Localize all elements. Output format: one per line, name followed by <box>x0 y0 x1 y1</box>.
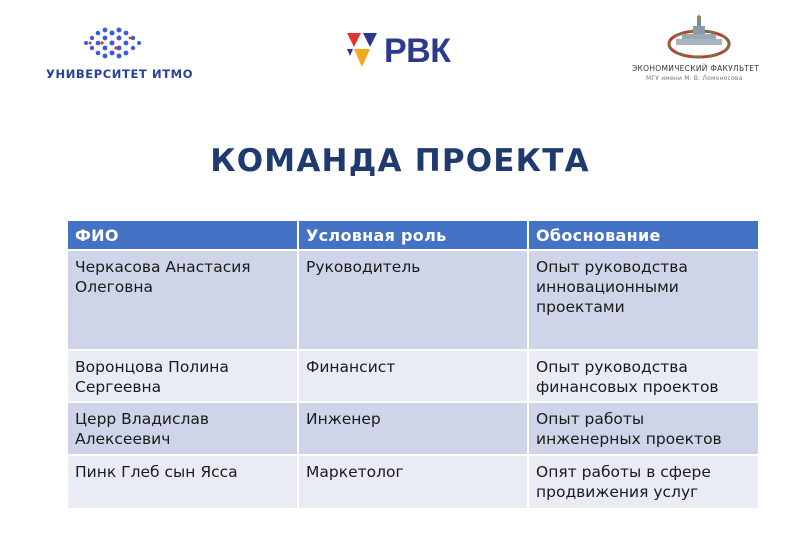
cell-justification: Опыт руководства инновационными проектами <box>529 251 758 349</box>
cell-role: Финансист <box>299 351 527 401</box>
cell-justification: Опыт работы инженерных проектов <box>529 403 758 454</box>
cell-name: Пинк Глеб сын Ясса <box>68 456 297 508</box>
cell-role: Маркетолог <box>299 456 527 508</box>
table-header-row <box>68 221 758 249</box>
table-row <box>68 456 758 508</box>
cell-role: Руководитель <box>299 251 527 349</box>
table-row <box>68 251 758 349</box>
econ-faculty-logo <box>624 14 774 88</box>
team-table <box>66 219 760 510</box>
rvk-text: РВК <box>384 32 451 70</box>
table-row <box>68 403 758 454</box>
rvk-logo <box>344 30 464 74</box>
column-header-justification: Обоснование <box>529 221 758 249</box>
cell-name: Воронцова Полина Сергеевна <box>68 351 297 401</box>
cell-justification: Опыт руководства финансовых проектов <box>529 351 758 401</box>
cell-role: Инженер <box>299 403 527 454</box>
cell-name: Церр Владислав Алексеевич <box>68 403 297 454</box>
rvk-triangle-icon <box>344 30 380 70</box>
itmo-dots-icon <box>80 24 164 62</box>
itmo-caption: УНИВЕРСИТЕТ ИТМО <box>46 67 194 81</box>
column-header-role: Условная роль <box>299 221 527 249</box>
column-header-name: ФИО <box>68 221 297 249</box>
econ-faculty-subtitle: МГУ имени М. В. Ломоносова <box>646 75 743 82</box>
econ-faculty-name: ЭКОНОМИЧЕСКИЙ ФАКУЛЬТЕТ <box>632 64 760 73</box>
page-title: КОМАНДА ПРОЕКТА <box>210 143 590 179</box>
table-row <box>68 351 758 401</box>
msu-building-icon <box>666 14 732 60</box>
cell-justification: Опят работы в сфере продвижения услуг <box>529 456 758 508</box>
itmo-logo <box>46 24 196 84</box>
cell-name: Черкасова Анастасия Олеговна <box>68 251 297 349</box>
